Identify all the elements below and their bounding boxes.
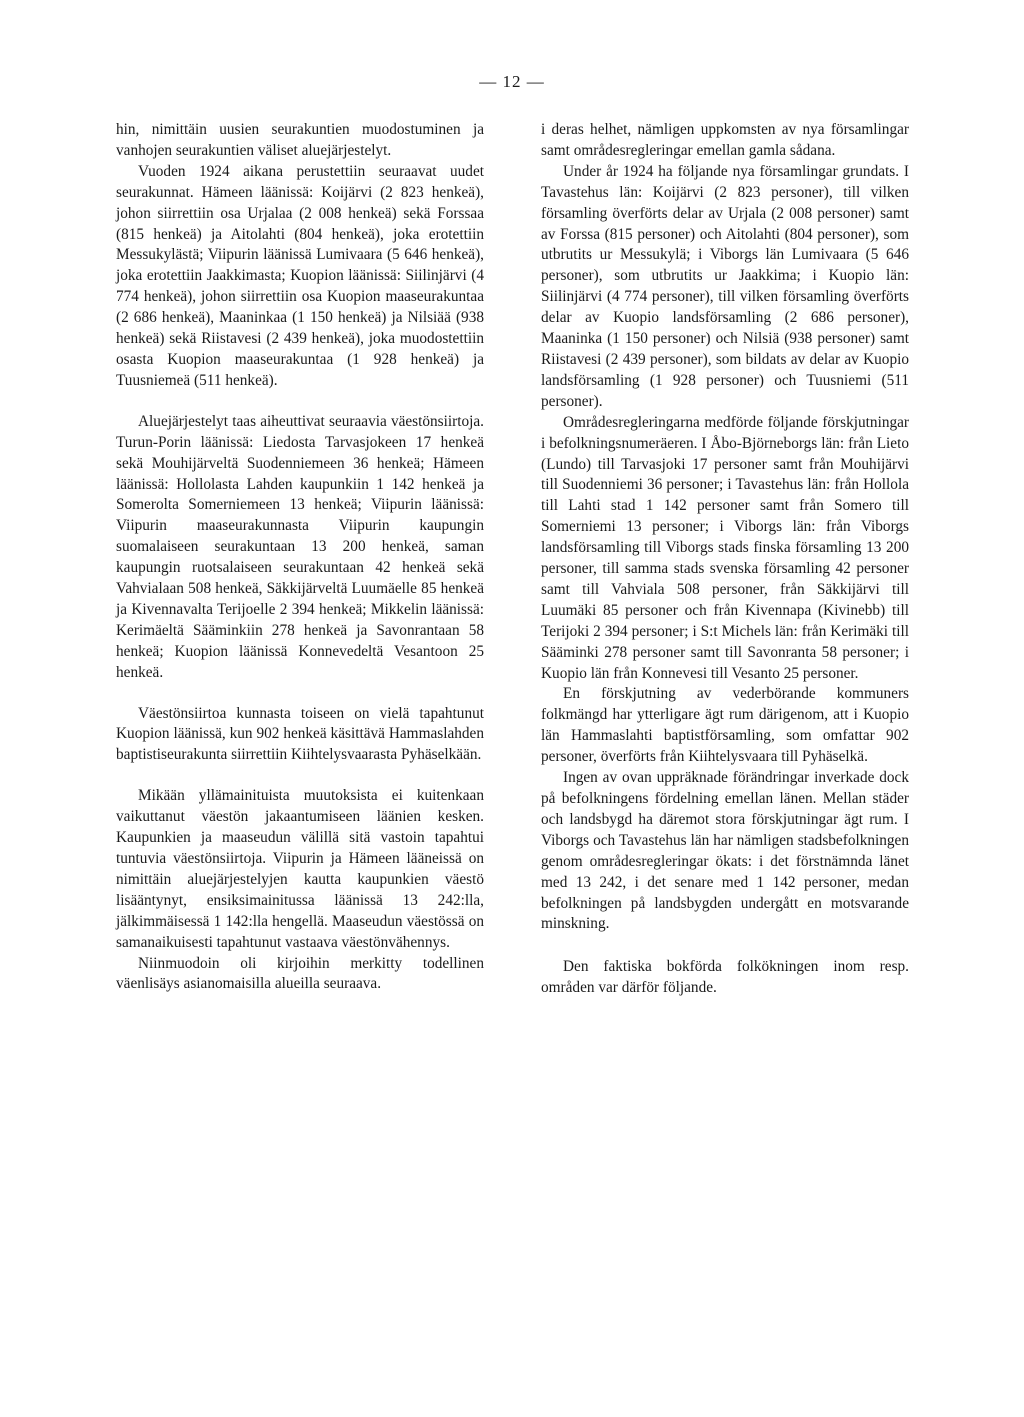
right-paragraph-6: Den faktiska bokförda folkökningen inom resp. områden var därför följande.	[541, 958, 909, 997]
left-paragraph-4: Väestönsiirtoa kunnasta toiseen on vielä tapahtunut Kuopion läänissä, kun 902 henkeä käsittävä Hammaslahden baptistiseurakunta siirrettiin Kiihtelysvaarasta Pyhäselkään.	[116, 704, 484, 764]
page-number: — 12 —	[479, 72, 545, 91]
left-paragraph-5: Mikään yllämainituista muutoksista ei kuitenkaan vaikuttanut väestön jakaantumiseen läänien kesken. Kaupunkien ja maaseudun välillä sitä vastoin tapahtui tuntuvia väestönsiirtoja. Viipurin ja Hämeen lääneissä on nimittäin aluejärjestelyjen kautta kaupunkien väestö lisääntynyt, ensiksimainitussa läänissä 13 242:lla, jälkimmäisessä 1 142:lla hengellä. Maaseudun väestössä on samanaikuisesti tapahtunut vastaava väestönvähennys.	[116, 787, 484, 951]
left-paragraph-6: Niinmuodoin oli kirjoihin merkitty todellinen väenlisäys asianomaisilla alueilla seuraava.	[116, 954, 484, 993]
left-column-finnish	[116, 120, 484, 995]
right-paragraph-2: Under år 1924 ha följande nya församlingar grundats. I Tavastehus län: Koijärvi (2 823 personer), till vilken församling överförts delar av Urjala (2 008 personer) samt av Forssa (815 personer) och Aitolahti (804 personer), som utbrutits ur Messukylä; i Viborgs län Lumivaara (5 646 personer), som utbrutits ur Jaakkima; i Kuopio län: Siilinjärvi (4 774 personer), till vilken församling överförts delar av Kuopio landsförsamling (2 686 personer), Maaninka (1 150 personer) och Nilsiä (938 personer) samt Riistavesi (2 439 personer), som bildats av delar av Kuopio landsförsamling (1 928 personer) och Tuusniemi (511 personer).	[541, 162, 909, 410]
right-paragraph-4: En förskjutning av vederbörande kommuners folkmängd har ytterligare ägt rum därigenom, att i Kuopio län Hammaslahti baptistförsamling, som omfattar 902 personer, överförts från Kiihtelysvaara till Pyhäselkä.	[541, 685, 909, 766]
right-column-swedish	[541, 120, 909, 999]
right-paragraph-3: Områdesregleringarna medförde följande förskjutningar i befolkningsnumeräeren. I Åbo-Björneborgs län: från Lieto (Lundo) till Tarvasjoki 17 personer samt från Mouhijärvi till Suodenniemi 36 personer; i Tavastehus län: från Hollola till Lahti stad 1 142 personer samt från Somero till Somerniemi 13 personer; i Viborgs län: från Viborgs landsförsamling till Viborgs stads finska församling 13 200 personer, till samma stads svenska församling 42 personer samt till Vahviala 508 personer, från Säkkijärvi till Luumäki 85 personer och från Kivennapa (Kivinebb) till Terijoki 2 394 personer; i S:t Michels län: från Kerimäki till Sääminki 278 personer samt till Savonranta 58 personer; i Kuopio län från Konnevesi till Vesanto 25 personer.	[541, 413, 909, 682]
left-paragraph-1: hin, nimittäin uusien seurakuntien muodostuminen ja vanhojen seurakuntien väliset aluejärjestelyt.	[116, 121, 484, 159]
left-paragraph-2: Vuoden 1924 aikana perustettiin seuraavat uudet seurakunnat. Hämeen läänissä: Koijärvi (2 823 henkeä), johon siirrettiin osa Urjalaa (2 008 henkeä) sekä Forssaa (815 henkeä) ja Aitolahti (804 henkeä), joka erotettiin Messukylästä; Viipurin läänissä Lumivaara (5 646 henkeä), joka erotettiin Jaakkimasta; Kuopion läänissä: Siilinjärvi (4 774 henkeä), johon siirrettiin osa Kuopion maaseurakuntaa (2 686 henkeä), Maaninkaa (1 150 henkeä) ja Nilsiää (938 henkeä) sekä Riistavesi (2 439 henkeä), joka muodostettiin osasta Kuopion maaseurakuntaa (1 928 henkeä) ja Tuusniemeä (511 henkeä).	[116, 162, 484, 389]
right-paragraph-1: i deras helhet, nämligen uppkomsten av nya församlingar samt områdesregleringar emellan gamla sådana.	[541, 121, 909, 159]
left-paragraph-3: Aluejärjestelyt taas aiheuttivat seuraavia väestönsiirtoja. Turun-Porin läänissä: Liedosta Tarvasjokeen 17 henkeä sekä Mouhijärveltä Suodenniemeen 36 henkeä; Hämeen läänissä: Hollolasta Lahden kaupunkiin 1 142 henkeä ja Somerolta Somerniemeen 13 henkeä; Viipurin läänissä: Viipurin maaseurakunnasta Viipurin kaupungin suomalaiseen seurakuntaan 13 200 henkeä, saman kaupungin ruotsalaiseen seurakuntaan 42 henkeä sekä Vahvialaan 508 henkeä, Säkkijärveltä Luumäelle 85 henkeä ja Kivennavalta Terijoelle 2 394 henkeä; Mikkelin läänissä: Kerimäeltä Sääminkiin 278 henkeä ja Savonrantaan 58 henkeä; Kuopion läänissä Konnevedeltä Vesantoon 25 henkeä.	[116, 412, 484, 681]
right-paragraph-5: Ingen av ovan uppräknade förändringar inverkade dock på befolkningens fördelning emellan länen. Mellan städer och landsbygd ha däremot stora förskjutningar ägt rum. I Viborgs och Tavastehus län har nämligen stadsbefolkningen genom områdesregleringar ökats: i det förstnämnda länet med 13 242, i det senare med 1 142 personer, medan befolkningen på landsbygden undergått en motsvarande minskning.	[541, 769, 909, 933]
